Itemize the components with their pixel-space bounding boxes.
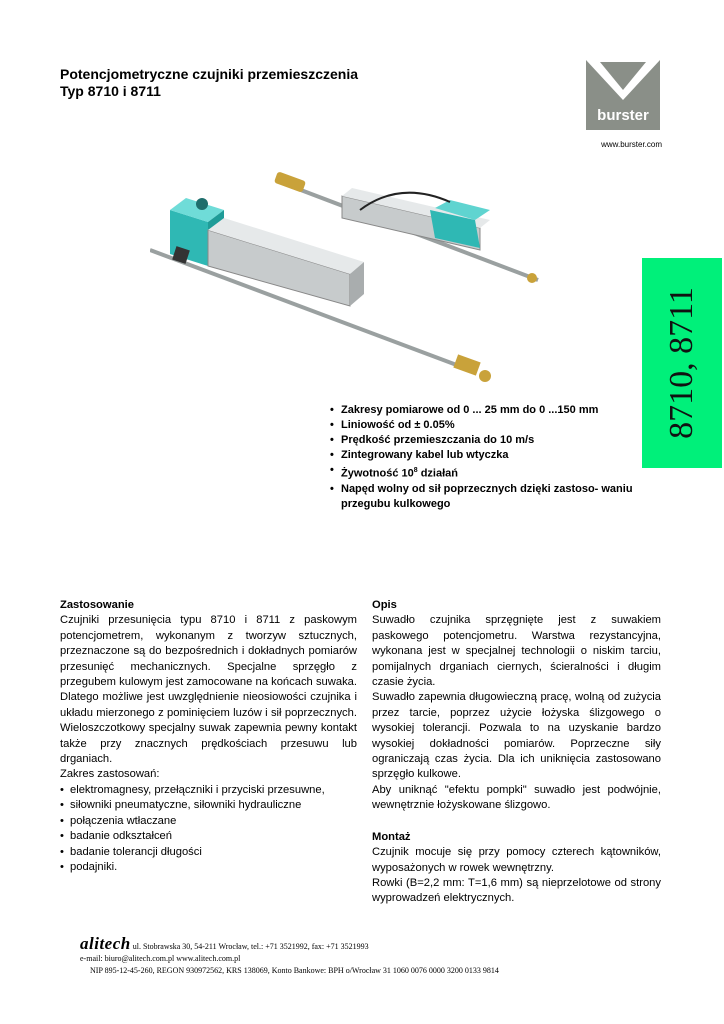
side-tab-text: 8710, 8711 — [663, 287, 700, 439]
feature-lifetime: Żywotność 10 — [341, 467, 414, 480]
title-line-2: Typ 8710 i 8711 — [60, 83, 161, 99]
applications-body: Czujniki przesunięcia typu 8710 i 8711 z paskowym potencjometrem, wykonanym z tworzyw sztucznych, przeznaczone są do bezpośrednich i dokładnych pomiarów przesunięć mechanicznych. Specjalne sprzęgło z przegubem kulowym jest zamocowane na końcach suwaka. Dlatego możliwe jest uwzględnienie nieosiowości czujnika i układu mierzonego z pominięciem luzów i sił poprzecznych. Wieloszczotkowy specjalny suwak zapewnia pewny kontakt także przy znacznych prędkościach przesuwu lub drganiach. — [60, 614, 357, 766]
mounting-paragraph: Rowki (B=2,2 mm: T=1,6 mm) są nieprzelotowe od strony wyprowadzeń elektrycznych. — [372, 876, 661, 905]
feature-lifetime-exponent: 8 — [413, 467, 418, 474]
feature-item: • Liniowość od ± 0.05% — [330, 418, 640, 433]
model-side-tab — [642, 258, 722, 468]
section-heading-montaz: Montaż — [372, 830, 411, 843]
mounting-paragraph: Czujnik mocuje się przy pomocy czterech kątowników, wyposażonych w rowek wewnętrzny. — [372, 846, 661, 874]
footer — [80, 934, 499, 977]
description-section — [372, 598, 661, 907]
application-item: • badanie tolerancji długości — [60, 845, 357, 860]
application-item: • połączenia wtłaczane — [60, 814, 357, 829]
logo-text: burster — [597, 107, 649, 124]
footer-company-info: NIP 895-12-45-260, REGON 930972562, KRS 138069, Konto Bankowe: BPH o/Wrocław 31 1060 0076 0000 3200 0133 9814 — [90, 966, 499, 975]
feature-item: • Zintegrowany kabel lub wtyczka — [330, 448, 640, 463]
product-photo — [150, 170, 550, 390]
application-item: • podajniki. — [60, 860, 357, 875]
feature-item — [330, 463, 640, 482]
description-paragraph: Aby uniknąć "efektu pompki" suwadło jest podwójnie, wewnętrznie łożyskowane ślizgowo. — [372, 783, 661, 812]
alitech-logo: alitech — [80, 934, 131, 953]
feature-item: • Prędkość przemieszczania do 10 m/s — [330, 433, 640, 448]
applications-range-label: Zakres zastosowań: — [60, 768, 160, 781]
document-title — [60, 66, 358, 100]
description-paragraph: Suwadło czujnika sprzęgnięte jest z suwakiem paskowego potencjometru. Warstwa rezystancyjna, wykonana jest w specjalnej technologii o niskim tarciu, pomijalnych drganiach ciernych, ścieralności i długim czasie życia. — [372, 614, 661, 689]
title-line-1: Potencjometryczne czujniki przemieszczenia — [60, 66, 358, 82]
website-link[interactable]: www.burster.com — [601, 140, 662, 149]
applications-list — [60, 783, 357, 875]
feature-item: • Napęd wolny od sił poprzecznych dzięki zastoso- waniu przegubu kulkowego — [330, 482, 640, 512]
application-item: • siłowniki pneumatyczne, siłowniki hydrauliczne — [60, 798, 357, 813]
description-paragraph: Suwadło zapewnia długowieczną pracę, wolną od zużycia przez tarcie, poprzez użycie łożyska ślizgowego o wysokiej tolerancji. Pozwala to na uzyskanie bardzo wysokiej dokładności pomiarów. Poprzeczne siły ograniczają czas życia. Dla ich uniknięcia zastosowano sprzęgło kulkowe. — [372, 691, 661, 781]
section-heading-zastosowanie: Zastosowanie — [60, 599, 134, 611]
logo-mark-icon — [586, 54, 660, 104]
application-item: • badanie odkształceń — [60, 829, 357, 844]
application-item: • elektromagnesy, przełączniki i przyciski przesuwne, — [60, 783, 357, 798]
applications-section — [60, 598, 357, 875]
footer-address: ul. Stobrawska 30, 54-211 Wrocław, tel.: +71 3521992, fax: +71 3521993 — [130, 942, 369, 951]
section-heading-opis: Opis — [372, 599, 397, 611]
feature-item: • Zakresy pomiarowe od 0 ... 25 mm do 0 ...150 mm — [330, 403, 640, 418]
footer-contact[interactable]: e-mail: biuro@alitech.com.pl www.alitech.com.pl — [80, 954, 241, 963]
burster-logo — [586, 54, 660, 130]
footer-address-line — [80, 934, 499, 953]
feature-lifetime-tail: działań — [417, 467, 458, 480]
feature-list — [330, 403, 640, 512]
